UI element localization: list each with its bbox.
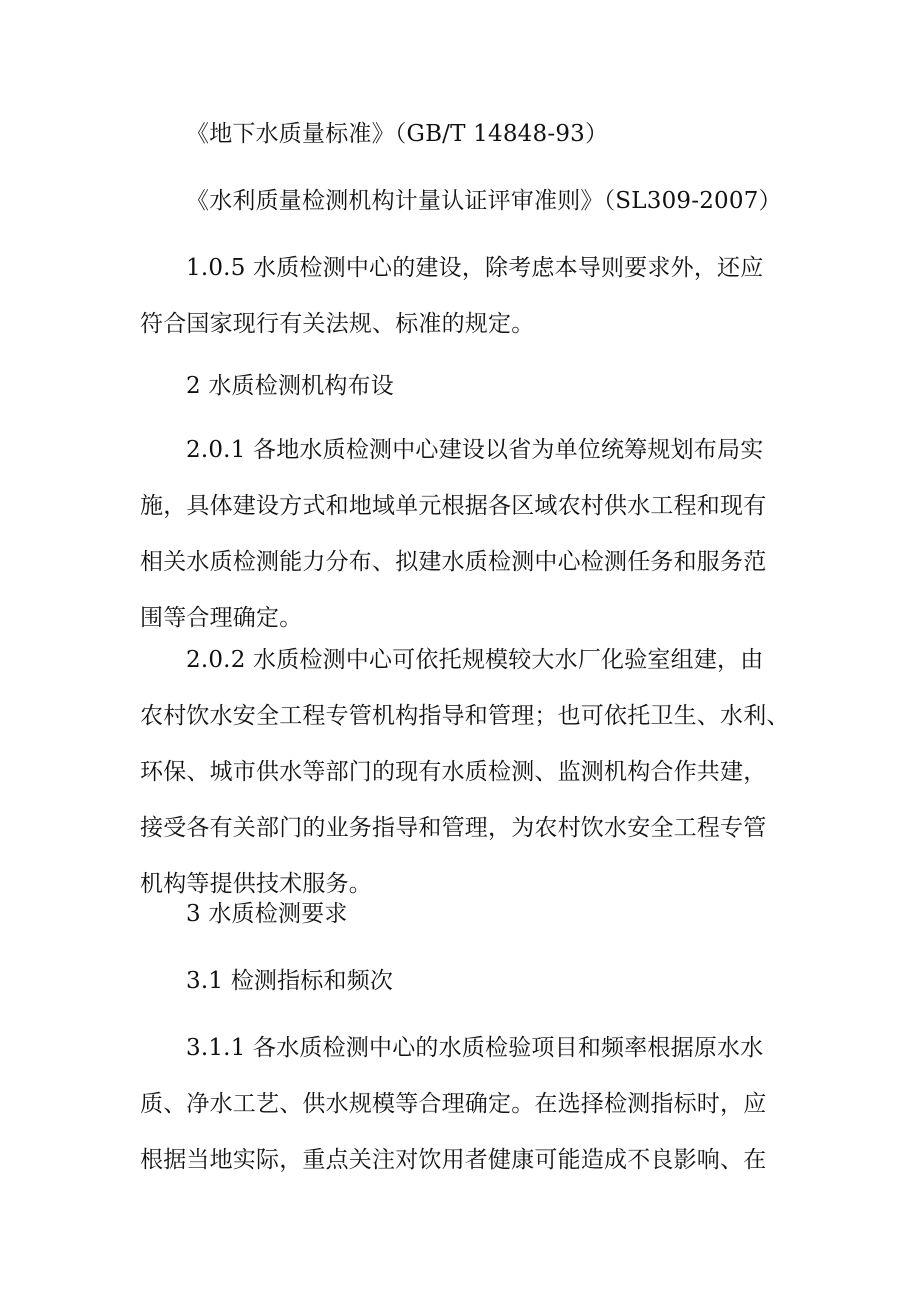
text-line: 3 水质检测要求	[186, 901, 348, 927]
section-heading-3-1	[140, 953, 800, 1009]
clause-1-0-5	[140, 240, 800, 352]
section-heading-3	[140, 886, 800, 942]
text-line: 相关水质检测能力分布、拟建水质检测中心检测任务和服务范	[140, 549, 767, 575]
section-heading-2	[140, 358, 800, 414]
text-line: 《水利质量检测机构计量认证评审准则》（SL309-2007）	[186, 188, 782, 214]
text-line: 2.0.1 各地水质检测中心建设以省为单位统筹规划布局实	[186, 437, 764, 463]
clause-2-0-2	[140, 632, 800, 912]
text-line: 1.0.5 水质检测中心的建设，除考虑本导则要求外，还应	[186, 255, 764, 281]
reference-groundwater-standard	[140, 106, 800, 162]
text-line: 3.1.1 各水质检测中心的水质检验项目和频率根据原水水	[186, 1035, 764, 1061]
clause-2-0-1	[140, 422, 800, 646]
text-line: 施，具体建设方式和地域单元根据各区域农村供水工程和现有	[140, 493, 767, 519]
text-line: 2 水质检测机构布设	[186, 373, 394, 399]
text-line: 根据当地实际，重点关注对饮用者健康可能造成不良影响、在	[140, 1147, 767, 1173]
text-line: 接受各有关部门的业务指导和管理，为农村饮水安全工程专管	[140, 815, 767, 841]
text-line: 机构等提供技术服务。	[140, 871, 372, 897]
text-line: 质、净水工艺、供水规模等合理确定。在选择检测指标时，应	[140, 1091, 767, 1117]
text-line: 3.1 检测指标和频次	[186, 968, 394, 994]
text-line: 符合国家现行有关法规、标准的规定。	[140, 311, 535, 337]
reference-water-testing-criteria	[140, 173, 800, 229]
text-line: 2.0.2 水质检测中心可依托规模较大水厂化验室组建，由	[186, 647, 764, 673]
text-line: 环保、城市供水等部门的现有水质检测、监测机构合作共建，	[140, 759, 767, 785]
text-line: 农村饮水安全工程专管机构指导和管理；也可依托卫生、水利、	[140, 703, 790, 729]
clause-3-1-1	[140, 1020, 800, 1188]
text-line: 《地下水质量标准》（GB/T 14848-93）	[186, 121, 609, 147]
text-line: 围等合理确定。	[140, 605, 303, 631]
